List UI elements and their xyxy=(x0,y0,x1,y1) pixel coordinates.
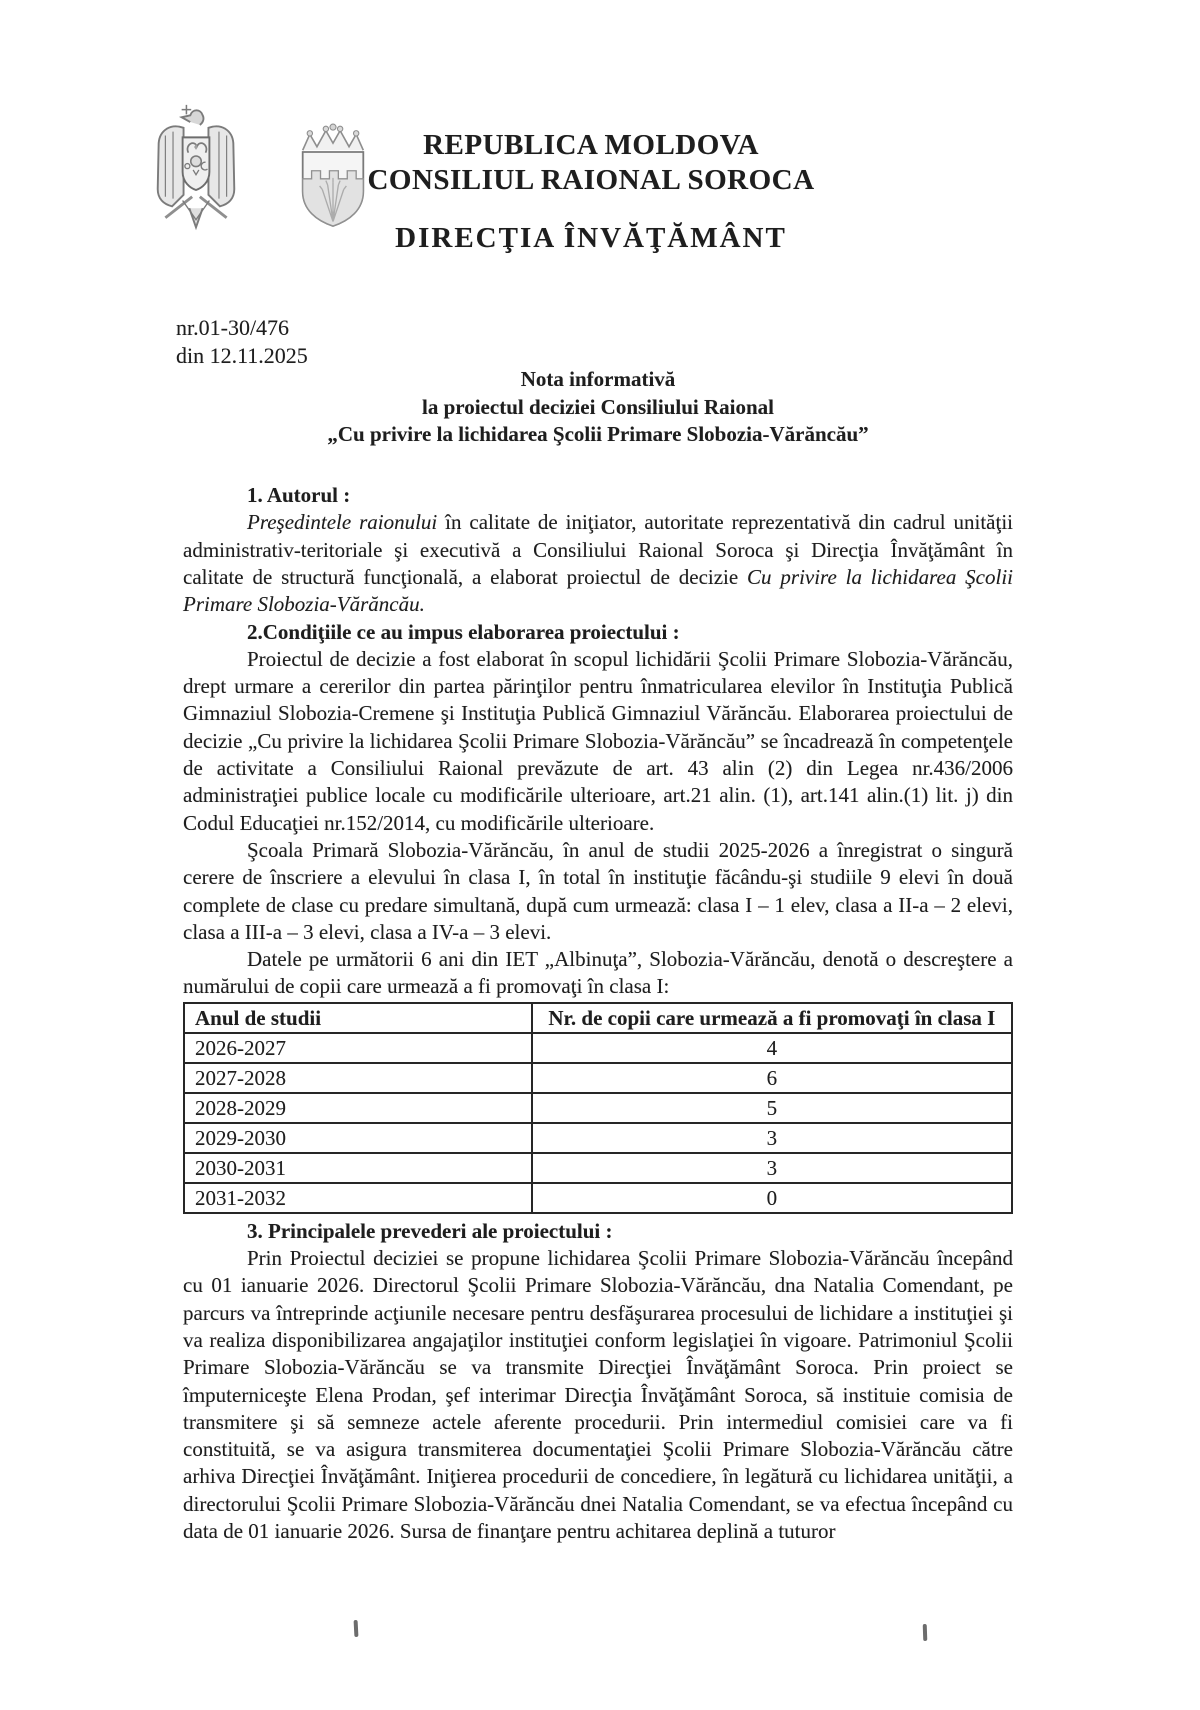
enrollment-forecast-table xyxy=(183,1002,1013,1214)
letterhead-country: REPUBLICA MOLDOVA xyxy=(423,129,759,161)
section-2-heading: 2.Condiţiile ce au impus elaborarea proiectului : xyxy=(247,619,680,644)
table-cell-count: 5 xyxy=(532,1093,1012,1123)
table-row xyxy=(184,1153,1012,1183)
section-2-paragraph-2: Şcoala Primară Slobozia-Vărăncău, în anul de studii 2025-2026 a înregistrat o singură cerere de înscriere a elevului în clasa I, în total în instituţie făcându-şi studiile 9 elevi în două complete de clase cu predare simultană, după cum urmează: clasa I – 1 elev, clasa a II-a – 2 elevi, clasa a III-a – 3 elevi, clasa a IV-a – 3 elevi. xyxy=(183,837,1013,944)
title-line-3: „Cu privire la lichidarea Şcolii Primare Slobozia-Vărăncău” xyxy=(327,422,869,447)
section-2-paragraph-1: Proiectul de decizie a fost elaborat în scopul lichidării Şcolii Primare Slobozia-Vărăncău, drept urmare a cererilor din partea părinţilor pentru înmatricularea elevilor în Instituţia Publică Gimnaziul Slobozia-Cremene şi Instituţia Publică Gimnaziul Vărăncău. Elaborarea proiectului de decizie „Cu privire la lichidarea Şcolii Primare Slobozia-Vărăncău” se încadrează în competenţele de activitate a Consiliului Raional prevăzute de art. 43 alin (2) din Legea nr.436/2006 administraţiei publice locale cu modificările ulterioare, art.21 alin. (1), art.141 alin.(1) lit. j) din Codul Educaţiei nr.152/2014, cu modificările ulterioare. xyxy=(183,646,1013,835)
table-row xyxy=(184,1093,1012,1123)
table-header-row xyxy=(184,1003,1012,1033)
table-cell-count: 3 xyxy=(532,1123,1012,1153)
section-3-paragraph: Prin Proiectul deciziei se propune lichidarea Şcolii Primare Slobozia-Vărăncău începând cu 01 ianuarie 2026. Directorul Şcolii Primare Slobozia-Vărăncău, dna Natalia Comendant, pe parcurs va întreprinde acţiunile necesare pentru desfăşurarea procesului de lichidare a instituţiei şi va realiza disponibilizarea angajaţilor instituţiei conform legislaţiei în vigoare. Patrimoniul Şcolii Primare Slobozia-Vărăncău se va transmite Direcţiei Învăţământ Soroca. Prin proiect se împuterniceşte Elena Prodan, şef interimar Direcţia Învăţământ Soroca, să instituie comisia de transmitere şi să semneze actele aferente procedurii. Prin intermediul comisiei care va fi constituită, se va asigura transmiterea documentaţiei Şcolii Primare Slobozia-Vărăncău către arhiva Direcţiei Învăţământ. Iniţierea procedurii de concediere, în legătură cu lichidarea unităţii, a directorului Şcolii Primare Slobozia-Vărăncău dnei Natalia Comendant, se va efectua începând cu data de 01 ianuarie 2026. Sursa de finanţare pentru achitarea deplină a tuturor xyxy=(183,1246,1013,1544)
section-1-paragraph xyxy=(183,509,1013,618)
table-cell-count: 0 xyxy=(532,1183,1012,1213)
document-content xyxy=(183,366,1013,1545)
table-header-year: Anul de studii xyxy=(184,1003,532,1033)
doc-date: din 12.11.2025 xyxy=(176,343,308,368)
table-cell-year: 2026-2027 xyxy=(184,1033,532,1063)
table-cell-count: 3 xyxy=(532,1153,1012,1183)
section-2-paragraph-3: Datele pe următorii 6 ani din IET „Albinuţa”, Slobozia-Vărăncău, denotă o descreştere a numărului de copii care urmează a fi promovaţi în clasa I: xyxy=(183,947,1013,999)
table-cell-count: 4 xyxy=(532,1033,1012,1063)
table-cell-year: 2031-2032 xyxy=(184,1183,532,1213)
document-title xyxy=(183,366,1013,449)
section-1-body-text: în calitate de iniţiator, autoritate reprezentativă din cadrul unităţii administrativ-teritoriale şi executivă a Consiliului Raional Soroca şi Direcţia Învăţământ în calitate de structură funcţională, a elaborat proiectul de decizie xyxy=(183,510,1014,589)
letterhead-council: CONSILIUL RAIONAL SOROCA xyxy=(367,164,815,196)
table-row xyxy=(184,1033,1012,1063)
scan-artifact-mark xyxy=(354,1620,359,1637)
reference-block xyxy=(176,314,308,370)
title-line-2: la proiectul deciziei Consiliului Raional xyxy=(422,394,774,419)
table-cell-year: 2028-2029 xyxy=(184,1093,532,1123)
table-row xyxy=(184,1183,1012,1213)
table-cell-year: 2029-2030 xyxy=(184,1123,532,1153)
section-3-heading: 3. Principalele prevederi ale proiectului : xyxy=(247,1218,613,1243)
decision-title-emphasis: Cu privire la lichidarea Şcolii Primare Slobozia-Vărăncău. xyxy=(183,565,1013,617)
doc-number: nr.01-30/476 xyxy=(176,315,290,340)
scan-artifact-mark xyxy=(923,1624,928,1641)
table-cell-count: 6 xyxy=(532,1063,1012,1093)
table-header-count: Nr. de copii care urmează a fi promovaţi în clasa I xyxy=(532,1003,1012,1033)
title-line-1: Nota informativă xyxy=(520,367,676,391)
moldova-coat-of-arms-icon xyxy=(148,101,244,235)
table-cell-year: 2030-2031 xyxy=(184,1153,532,1183)
letterhead-department: DIRECŢIA ÎNVĂŢĂMÂNT xyxy=(395,222,787,254)
section-1-heading: 1. Autorul : xyxy=(247,483,351,508)
table-row xyxy=(184,1123,1012,1153)
table-row xyxy=(184,1063,1012,1093)
table-cell-year: 2027-2028 xyxy=(184,1063,532,1093)
letterhead xyxy=(356,128,826,255)
author-emphasis: Preşedintele raionului xyxy=(247,510,438,535)
